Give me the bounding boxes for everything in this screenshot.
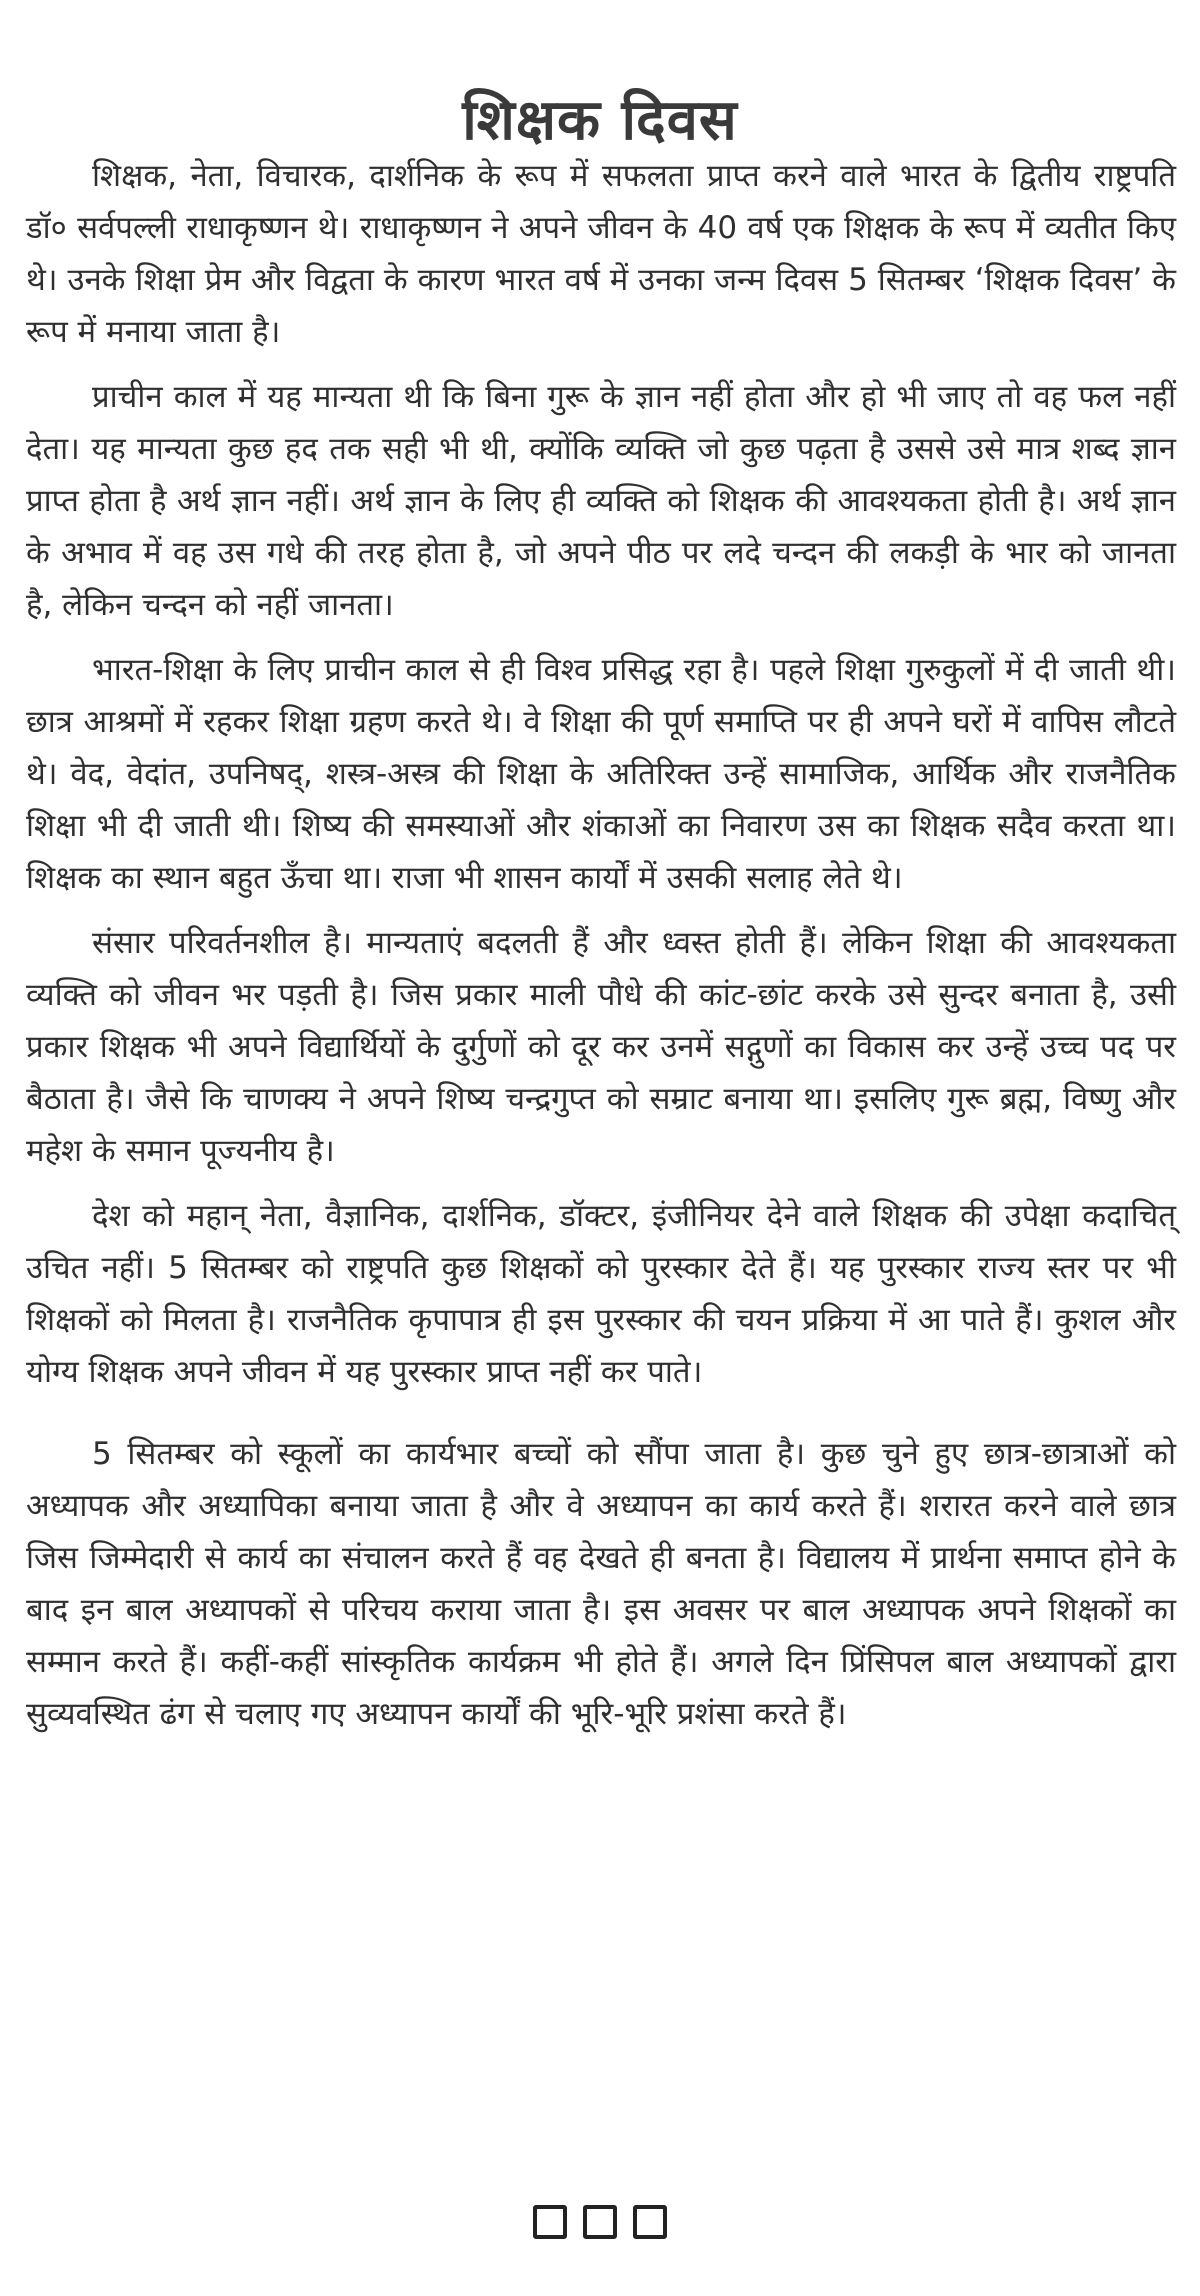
paragraph-6: 5 सितम्बर को स्कूलों का कार्यभार बच्चों को सौंपा जाता है। कुछ चुने हुए छात्र-छात्राओं को अध्यापक और अध्यापिका बनाया जाता है और वे अध्यापन का कार्य करते हैं। शरारत करने वाले छात्र जिस जिम्मेदारी से कार्य का संचालन करते हैं वह देखते ही बनता है। विद्यालय में प्रार्थना समाप्त होने के बाद इन बाल अध्यापकों से परिचय कराया जाता है। इस अवसर पर बाल अध्यापक अपने शिक्षकों का सम्मान करते हैं। कहीं-कहीं सांस्कृतिक कार्यक्रम भी होते हैं। अगले दिन प्रिंसिपल बाल अध्यापकों द्वारा सुव्यवस्थित ढंग से चलाए गए अध्यापन कार्यों की भूरि-भूरि प्रशंसा करते हैं। [26,1436,1176,1732]
page-title: शिक्षक दिवस [462,87,738,153]
end-square-icon [583,2205,617,2239]
end-square-icon [533,2205,567,2239]
end-square-icon [633,2205,667,2239]
paragraph-5: देश को महान् नेता, वैज्ञानिक, दार्शनिक, डॉक्टर, इंजीनियर देने वाले शिक्षक की उपेक्षा कदाचित् उचित नहीं। 5 सितम्बर को राष्ट्रपति कुछ शिक्षकों को पुरस्कार देते हैं। यह पुरस्कार राज्य स्तर पर भी शिक्षकों को मिलता है। राजनैतिक कृपापात्र ही इस पुरस्कार की चयन प्रक्रिया में आ पाते हैं। कुशल और योग्य शिक्षक अपने जीवन में यह पुरस्कार प्राप्त नहीं कर पाते। [26,1198,1176,1390]
paragraph-2: प्राचीन काल में यह मान्यता थी कि बिना गुरू के ज्ञान नहीं होता और हो भी जाए तो वह फल नहीं देता। यह मान्यता कुछ हद तक सही भी थी, क्योंकि व्यक्ति जो कुछ पढ़ता है उससे उसे मात्र शब्द ज्ञान प्राप्त होता है अर्थ ज्ञान नहीं। अर्थ ज्ञान के लिए ही व्यक्ति को शिक्षक की आवश्यकता होती है। अर्थ ज्ञान के अभाव में वह उस गधे की तरह होता है, जो अपने पीठ पर लदे चन्दन की लकड़ी के भार को जानता है, लेकिन चन्दन को नहीं जानता। [26,379,1176,623]
essay-body [26,150,1176,1753]
end-of-text-marks [0,2200,1200,2241]
paragraph-1: शिक्षक, नेता, विचारक, दार्शनिक के रूप में सफलता प्राप्त करने वाले भारत के द्वितीय राष्ट्रपति डॉ० सर्वपल्ली राधाकृष्णन थे। राधाकृष्णन ने अपने जीवन के 40 वर्ष एक शिक्षक के रूप में व्यतीत किए थे। उनके शिक्षा प्रेम और विद्वता के कारण भारत वर्ष में उनका जन्म दिवस 5 सितम्बर ‘शिक्षक दिवस’ के रूप में मनाया जाता है। [26,158,1176,350]
paragraph-3: भारत-शिक्षा के लिए प्राचीन काल से ही विश्व प्रसिद्ध रहा है। पहले शिक्षा गुरुकुलों में दी जाती थी। छात्र आश्रमों में रहकर शिक्षा ग्रहण करते थे। वे शिक्षा की पूर्ण समाप्ति पर ही अपने घरों में वापिस लौटते थे। वेद, वेदांत, उपनिषद्, शस्त्र-अस्त्र की शिक्षा के अतिरिक्त उन्हें सामाजिक, आर्थिक और राजनैतिक शिक्षा भी दी जाती थी। शिष्य की समस्याओं और शंकाओं का निवारण उस का शिक्षक सदैव करता था। शिक्षक का स्थान बहुत ऊँचा था। राजा भी शासन कार्यों में उसकी सलाह लेते थे। [26,652,1176,896]
paragraph-4: संसार परिवर्तनशील है। मान्यताएं बदलती हैं और ध्वस्त होती हैं। लेकिन शिक्षा की आवश्यकता व्यक्ति को जीवन भर पड़ती है। जिस प्रकार माली पौधे की कांट-छांट करके उसे सुन्दर बनाता है, उसी प्रकार शिक्षक भी अपने विद्यार्थियों के दुर्गुणों को दूर कर उनमें सद्गुणों का विकास कर उन्हें उच्च पद पर बैठाता है। जैसे कि चाणक्य ने अपने शिष्य चन्द्रगुप्त को सम्राट बनाया था। इसलिए गुरू ब्रह्म, विष्णु और महेश के समान पूज्यनीय है। [26,925,1176,1169]
